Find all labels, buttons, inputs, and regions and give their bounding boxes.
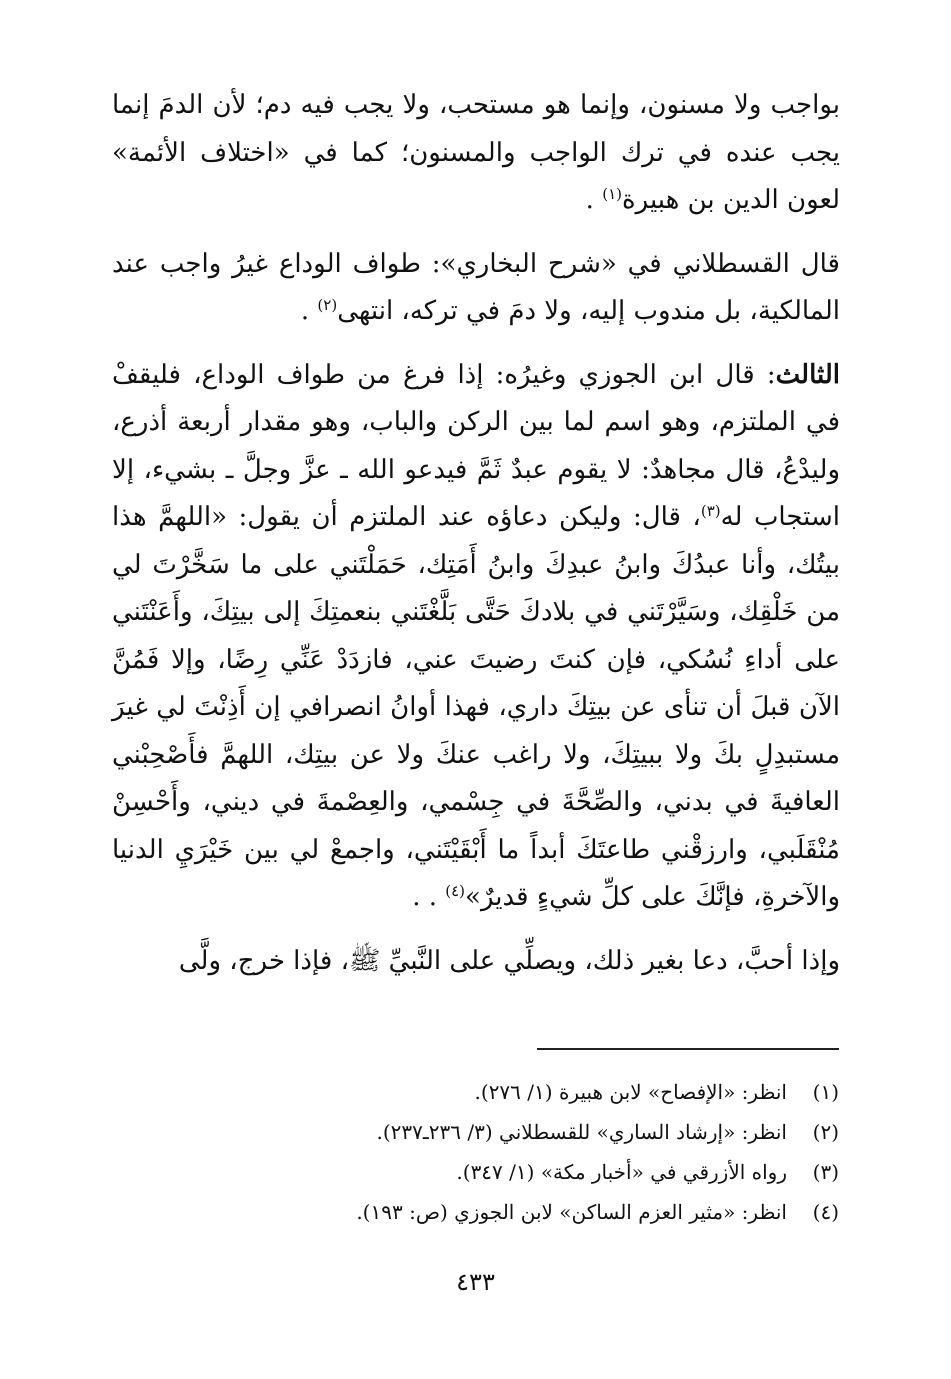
sentence-end: . [585, 185, 603, 215]
footnote-text: انظر: «إرشاد الساري» للقسطلاني (٣/ ٢٣٦ـ٢٣٧). [376, 1120, 787, 1144]
footnote-number: (٢) [812, 1120, 839, 1144]
footnote-ref-1[interactable]: (١) [602, 185, 622, 203]
paragraph-text: وإذا أحبَّ، دعا بغير ذلك، ويصلِّي على النَّبيِّ ﷺ، فإذا خرج، ولَّى [178, 945, 840, 976]
paragraph-3 [112, 352, 840, 922]
paragraph-text: بواجب ولا مسنون، وإنما هو مستحب، ولا يجب فيه دم؛ لأن الدمَ إنما يجب عنده في ترك الواجب والمسنون؛ كما في «اختلاف الأئمة» لعون الدين بن هبيرة [112, 90, 840, 215]
footnote-ref-2[interactable]: (٢) [317, 296, 338, 314]
footnote-text: انظر: «الإفصاح» لابن هبيرة (١/ ٢٧٦). [474, 1080, 787, 1104]
footnote-item [111, 1192, 839, 1232]
sentence-end: . [300, 296, 318, 326]
paragraph-4 [112, 938, 840, 986]
section-lead-word: الثالث [775, 359, 840, 390]
footnote-item [111, 1072, 839, 1112]
footnotes [111, 1072, 839, 1232]
footnote-text: انظر: «مثير العزم الساكن» لابن الجوزي (ص: ١٩٣). [356, 1200, 787, 1224]
footnote-ref-4[interactable]: (٤) [445, 882, 466, 900]
paragraph-text: ، قال: وليكن دعاؤه عند الملتزم أن يقول: «اللهمَّ هذا بيتُك، وأنا عبدُكَ وابنُ عبدِكَ وابنُ أَمَتِك، حَمَلْتَني على ما سَخَّرْتَ لي من خَلْقِك، وسَيَّرْتَني في بلادكَ حَتَّى بَلَّغْتَني بنعمتِكَ إلى بيتِكَ، وأَعَنْتَني على أداءِ نُسُكي، فإن كنتَ رضيتَ عني، فازدَدْ عَنِّي رِضًا، وإلا فَمُنَّ الآن قبلَ أن تنأى عن بيتِكَ داري، فهذا أوانُ انصرافي إن أَذِنْتَ لي غيرَ مستبدِلٍ بكَ ولا ببيتِكَ، ولا راغب عنكَ ولا عن بيتِك، اللهمَّ فأَصْحِبْني العافيةَ في بدني، والصِّحَّةَ في جِسْمي، والعِصْمةَ في ديني، وأَحْسِنْ مُنْقَلَبي، وارزقْني طاعتَكَ أبداً ما أَبْقَيْتَني، واجمعْ لي بين خَيْرَيِ الدنيا والآخرةِ، فإنَّكَ على كلِّ شيءٍ قديرٌ» [112, 502, 840, 912]
sentence-end: . . [412, 882, 446, 912]
paragraph-text: قال القسطلاني في «شرح البخاري»: طواف الوداع غيرُ واجب عند المالكية، بل مندوب إليه، ولا دمَ في تركه، انتهى [112, 248, 840, 326]
footnote-number: (٤) [812, 1200, 839, 1224]
footnote-number: (١) [812, 1080, 839, 1104]
footnote-text: رواه الأزرقي في «أخبار مكة» (١/ ٣٤٧). [456, 1160, 787, 1184]
main-text [112, 82, 840, 985]
footnote-item [111, 1112, 839, 1152]
paragraph-1 [112, 82, 840, 225]
footnote-item [111, 1152, 839, 1192]
footnote-ref-3[interactable]: (٣) [700, 502, 721, 520]
footnote-number: (٣) [812, 1160, 839, 1184]
footnote-divider [537, 1048, 839, 1050]
paragraph-text: : قال ابن الجوزي وغيرُه: إذا فرغ من طواف الوداع، فليقفْ في الملتزم، وهو اسم لما بين الركن والباب، وهو مقدار أربعة أذرع، وليدْعُ، قال مجاهدٌ: لا يقوم عبدٌ ثَمَّ فيدعو الله ـ عزَّ وجلَّ ـ بشيء، إلا استجاب له [112, 359, 840, 532]
paragraph-2 [112, 241, 840, 336]
page-number: ٤٣٣ [456, 1268, 495, 1296]
